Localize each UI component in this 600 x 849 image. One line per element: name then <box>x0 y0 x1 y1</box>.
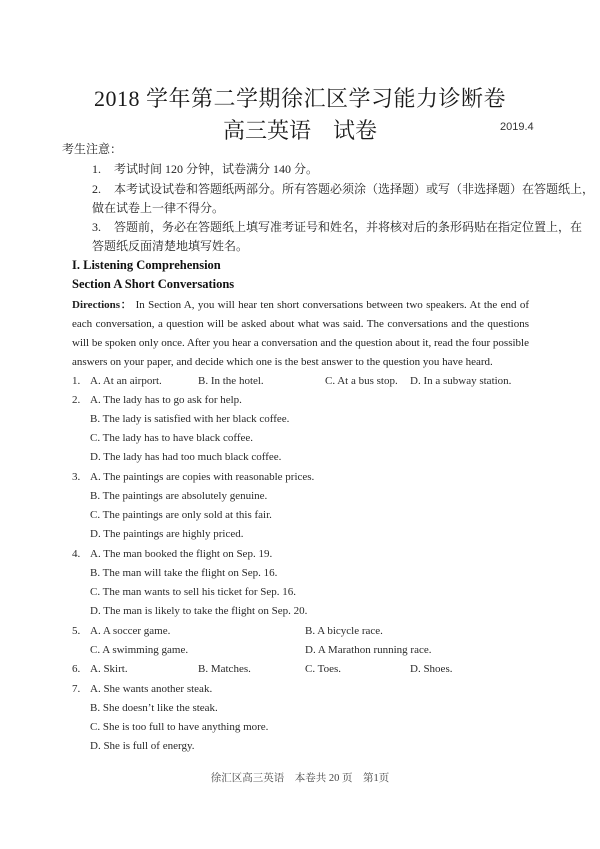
option-b: B. The paintings are absolutely genuine. <box>90 490 268 502</box>
option-d: D. The paintings are highly priced. <box>90 528 244 540</box>
option-b: B. She doesn’t like the steak. <box>90 702 218 714</box>
notice-item-1: 1. 考试时间 120 分钟，试卷满分 140 分。 <box>92 162 319 176</box>
question-number: 2. <box>72 394 81 406</box>
option-c: C. A swimming game. <box>90 644 189 656</box>
option-d: D. The man is likely to take the flight on Sep. 20. <box>90 605 308 617</box>
option-c: C. She is too full to have anything more. <box>90 721 269 733</box>
notice-item-2-cont: 做在试卷上一律不得分。 <box>92 201 225 215</box>
question-number: 7. <box>72 683 81 695</box>
option-d: D. A Marathon running race. <box>305 644 432 656</box>
page-footer: 徐汇区高三英语 本卷共 20 页 第1页 <box>210 773 390 784</box>
option-d: D. She is full of energy. <box>90 740 195 752</box>
option-a: A. Skirt. <box>90 663 128 675</box>
option-a: A. A soccer game. <box>90 625 171 637</box>
option-b: B. In the hotel. <box>198 375 264 387</box>
option-c: C. Toes. <box>305 663 342 675</box>
option-d: D. The lady has had too much black coffee. <box>90 451 282 463</box>
notice-item-2: 2. 本考试设试卷和答题纸两部分。所有答题必须涂（选择题）或写（非选择题）在答题纸上， <box>92 182 595 196</box>
notice-item-3: 3. 答题前，务必在答题纸上填写准考证号和姓名，并将核对后的条形码贴在指定位置上，在 <box>92 220 583 234</box>
option-d: D. Shoes. <box>410 663 453 675</box>
option-b: B. Matches. <box>198 663 251 675</box>
option-b: B. The lady is satisfied with her black coffee. <box>90 413 290 425</box>
directions-text: In Section A, you will hear ten short conversations between two speakers. At the end of each conversation, a question will be asked about what was said. The conversations and the questions will be spoken only once. After you hear a conversation and the question about it, read the four possible answers on your paper, and decide which one is the best answer to the question you have heard. <box>72 299 529 368</box>
option-c: C. At a bus stop. <box>325 375 398 387</box>
question-number: 4. <box>72 548 81 560</box>
notice-item-3-cont: 答题纸反面清楚地填写姓名。 <box>92 239 249 253</box>
option-c: C. The lady has to have black coffee. <box>90 432 254 444</box>
option-b: B. A bicycle race. <box>305 625 383 637</box>
option-a: A. The man booked the flight on Sep. 19. <box>90 548 273 560</box>
section-heading: Section A Short Conversations <box>72 277 235 291</box>
option-c: C. The paintings are only sold at this fair. <box>90 509 272 521</box>
directions <box>72 296 529 372</box>
question-number: 1. <box>72 375 81 387</box>
question-number: 5. <box>72 625 81 637</box>
directions-label: Directions： <box>72 299 133 311</box>
option-a: A. The paintings are copies with reasonable prices. <box>90 471 315 483</box>
question-number: 3. <box>72 471 81 483</box>
question-number: 6. <box>72 663 81 675</box>
part-heading: I. Listening Comprehension <box>72 258 221 272</box>
option-a: A. She wants another steak. <box>90 683 213 695</box>
option-a: A. At an airport. <box>90 375 162 387</box>
option-a: A. The lady has to go ask for help. <box>90 394 242 406</box>
option-d: D. In a subway station. <box>410 375 512 387</box>
exam-title: 2018 学年第二学期徐汇区学习能力诊断卷 <box>93 86 506 111</box>
notice-heading: 考生注意： <box>62 142 123 156</box>
option-c: C. The man wants to sell his ticket for Sep. 16. <box>90 586 297 598</box>
exam-subtitle: 高三英语 试卷 <box>222 118 377 143</box>
exam-date: 2019.4 <box>500 121 534 133</box>
option-b: B. The man will take the flight on Sep. 16. <box>90 567 278 579</box>
